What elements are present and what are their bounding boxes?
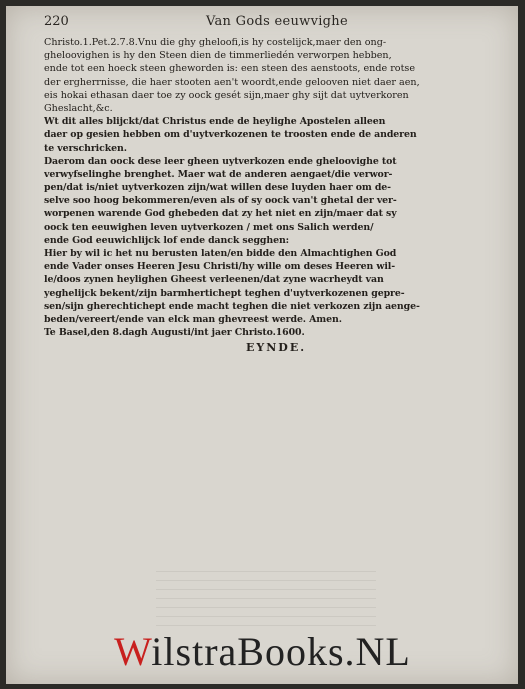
text-line: gheloovighen is hy den Steen dien de timmerliedén verworpen hebben, — [44, 50, 392, 62]
book-page — [6, 6, 518, 684]
text-line: ende God eeuwichlijck lof ende danck segghen: — [44, 234, 290, 246]
text-line: eis hokai ethasan daer toe zy oock gesét sijn,maer ghy sijt dat uytverkoren — [44, 89, 409, 101]
page-header — [6, 14, 518, 34]
show-through-bleed — [156, 566, 376, 626]
text-line: pen/dat is/niet uytverkozen zijn/wat willen dese luyden haer om de- — [44, 182, 391, 194]
text-line: Hier by wil ic het nu berusten laten/en bidde den Almachtighen God — [44, 248, 397, 259]
text-line: ende Vader onses Heeren Jesu Christi/hy wille om deses Heeren wil- — [44, 261, 396, 273]
text-line: Daerom dan oock dese leer gheen uytverkozen ende gheloovighe tot — [44, 155, 397, 167]
text-line: te verschricken. — [44, 142, 127, 154]
colophon-eynde: EYNDE. — [246, 341, 307, 354]
text-line: Gheslacht,&c. — [44, 102, 113, 114]
text-line: oock ten eeuwighen leven uytverkozen / met ons Salich werden/ — [44, 221, 374, 233]
body-text — [44, 36, 484, 339]
watermark-rest: ilstraBooks.NL — [151, 629, 411, 674]
running-title: Van Gods eeuwvighe — [206, 14, 348, 29]
watermark-w: W — [114, 629, 152, 674]
text-line: Christo.1.Pet.2.7.8.Vnu die ghy gheloofi,is hy costelijck,maer den ong- — [44, 37, 387, 48]
text-line: worpenen warende God ghebeden dat zy het niet en zijn/maer dat sy — [44, 208, 397, 220]
text-line: verwyfselinghe brenghet. Maer wat de anderen aengaet/die verwor- — [44, 168, 393, 180]
text-line: beden/vereert/ende van elck man ghevreest werde. Amen. — [44, 313, 342, 325]
text-line: Te Basel,den 8.dagh Augusti/int jaer Christo.1600. — [44, 327, 305, 339]
text-line: sen/sijn gherechtichept ende macht teghen die niet verkozen zijn aenge- — [44, 300, 420, 312]
text-line: yeghelijck bekent/zijn barmhertichept teghen d'uytverkozenen gepre- — [44, 287, 405, 299]
text-line: selve soo hoog bekommeren/even als of sy oock van't ghetal der ver- — [44, 195, 397, 207]
watermark-logo — [0, 628, 525, 675]
text-line: der ergherrnisse, die haer stooten aen't woordt,ende gelooven niet daer aen, — [44, 76, 420, 88]
text-line: Wt dit alles blijckt/dat Christus ende de heylighe Apostelen alleen — [44, 116, 386, 128]
page-number: 220 — [44, 14, 69, 29]
text-line: ende tot een hoeck steen gheworden is: een steen des aenstoots, ende rotse — [44, 63, 416, 75]
text-line: daer op gesien hebben om d'uytverkozenen te troosten ende de anderen — [44, 129, 417, 141]
text-line: le/doos zynen heylighen Gheest verleenen/dat zyne wacrheydt van — [44, 274, 384, 286]
